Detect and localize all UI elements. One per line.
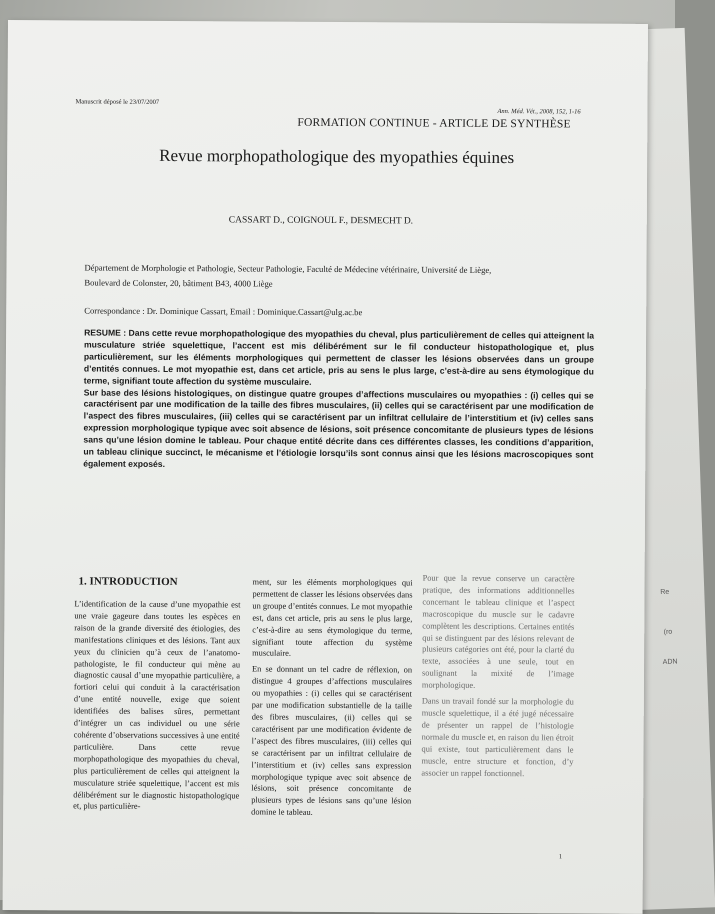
intro-col3-paragraph-1: Pour que la revue conserve un caractère pratique, des informations additionnelles concernant le tableau clinique et l’aspect macroscopique du muscle sur le cadavre complètent les descriptions. Certaines entités qui se distinguent par des lésions relevant de plusieurs catégories ont été, pour la clarté du texte, associées à une seule, tout en soulignant la mixité de l’image morphologique. [421, 573, 575, 691]
affiliation-line-1: Département de Morphologie et Pathologie, Secteur Pathologie, Faculté de Médecine vétérinaire, Université de Liège, [84, 262, 492, 275]
intro-column-2 [251, 577, 413, 824]
authors: CASSART D., COIGNOUL F., DESMECHT D. [228, 215, 414, 227]
intro-col1-paragraph: L’identification de la cause d’une myopathie est une vraie gageure dans toutes les espèces en raison de la grande diversité des étiologies, des manifestations cliniques et des lésions. Tant aux yeux du clinicien qu’à ceux de l’anatomo-pathologiste, le fil conducteur qui mène au diagnostic causal d’une myopathie particulière, a fortiori celui qui conduit à la caractérisation d’une entité nouvelle, exige que soient identifiées des balises sûres, permettant d’intégrer un cas individuel ou une série cohérente d’observations successives à une entité particulière. Dans cette revue morphopathologique des myopathies du cheval, plus particulièrement de celles qui atteignent la musculature striée squelettique, l’accent est mis délibérément sur le diagnostic histopathologique et, plus particulière- [73, 599, 241, 812]
section-banner: FORMATION CONTINUE - ARTICLE DE SYNTHÈSE [297, 116, 571, 131]
intro-col2-paragraph-2: En se donnant un tel cadre de réflexion, on distingue 4 groupes d’affections musculaires ou myopathies : (i) celles qui se caractérisent par une modification substantielle de la taille des fibres musculaires, (ii) celles qui se caractérisent par une modification évidente de l’aspect des fibres musculaires, (iii) celles qui se caractérisent par un infiltrat cellulaire de l’interstitium et (iv) celles sans expression morphologique typique avec soit absence de lésions, soit présence concomitante de plusieurs types de lésions sans qu’une lésion domine le tableau. [251, 664, 413, 818]
abstract-paragraph-1: RESUME : Dans cette revue morphopathologique des myopathies du cheval, plus particulièrement de celles qui atteignent la musculature striée squelettique, l’accent est mis délibérément sur le fil conducteur histopathologique et, plus particulièrement, sur les éléments morphologiques qui permettent de classer les lésions observées dans un groupe d’entités connues. Le mot myopathie est, dans cet article, pris au sens le plus large, c’est-à-dire au sens étymologique du terme, signifiant toute affection du système musculaire. [83, 327, 595, 387]
correspondence: Correspondance : Dr. Dominique Cassart, Email : Dominique.Cassart@ulg.ac.be [84, 305, 363, 318]
affiliation-line-2: Boulevard de Colonster, 20, bâtiment B43, 4000 Liège [84, 277, 273, 289]
document-page [3, 20, 648, 914]
page-number: 1 [558, 853, 563, 861]
intro-col2-paragraph-1: ment, sur les éléments morphologiques qui permettent de classer les lésions observées dans un groupe d’entités connues. Le mot myopathie est, dans cet article, pris au sens le plus large, c’est-à-dire au sens étymologique du terme, signifiant toute affection du système musculaire. [252, 577, 413, 659]
intro-col3-paragraph-2: Dans un travail fondé sur la morphologie du muscle squelettique, il a été jugé nécessaire de présenter un rappel de l’histologie normale du muscle et, en raison du lien étroit qui existe, tout particulièrement dans le muscle, entre structure et fonction, d’y associer un rappel fonctionnel. [421, 696, 574, 778]
article-title: Revue morphopathologique des myopathies équines [159, 145, 515, 168]
underlying-page-fragment: Re [660, 588, 670, 597]
introduction-heading: 1. INTRODUCTION [78, 575, 178, 589]
intro-column-1 [73, 598, 240, 817]
abstract [83, 327, 594, 473]
received-date: Manuscrit déposé le 23/07/2007 [75, 98, 160, 106]
intro-column-3 [421, 573, 574, 784]
journal-reference: Ann. Méd. Vét., 2008, 152, 1-16 [497, 107, 581, 116]
affiliation [84, 260, 604, 293]
abstract-paragraph-2: Sur base des lésions histologiques, on distingue quatre groupes d’affections musculaires ou myopathies : (i) celles qui se caractérisent par une modification de la taille des fibres musculaires, (ii) celles qui se caractérisent par une modification de l’aspect des fibres musculaires, (iii) celles qui se caractérisent par un infiltrat cellulaire de l’interstitium et (iv) celles sans expression morphologique typique avec soit absence de lésions, soit présence concomitante de plusieurs types de lésions sans qu’une lésion domine le tableau. Pour chaque entité décrite dans ces différentes classes, les conditions d’apparition, un tableau clinique succinct, le mécanisme et l’étiologie lorsqu’ils sont connus ainsi que les lésions macroscopiques sont également exposés. [83, 387, 594, 469]
underlying-page-fragment: ADN [662, 658, 678, 666]
underlying-page-fragment: (ro [663, 628, 673, 636]
